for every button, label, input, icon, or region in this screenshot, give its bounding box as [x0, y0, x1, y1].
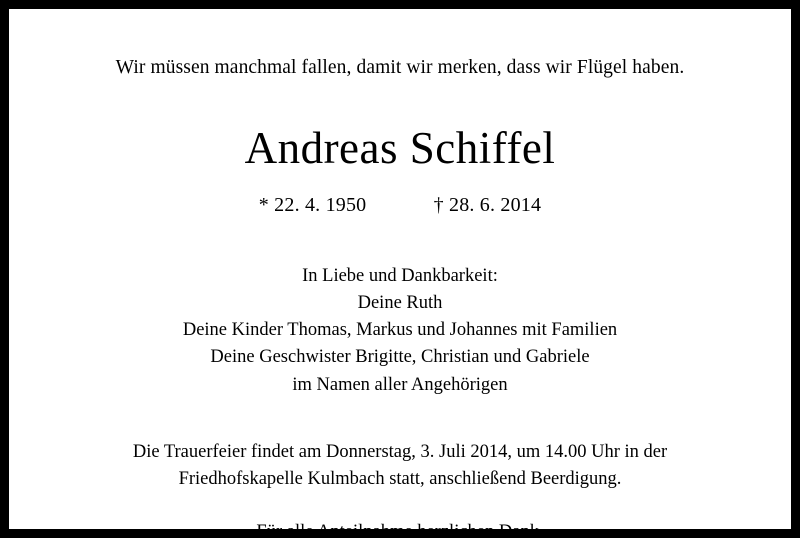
ceremony-block	[49, 439, 751, 493]
thanks-note: Für alle Anteilnahme herzlichen Dank.	[256, 522, 544, 543]
deceased-name: Andreas Schiffel	[244, 123, 556, 174]
family-line: Deine Ruth	[357, 293, 443, 314]
ceremony-line: Die Trauerfeier findet am Donnerstag, 3. Juli 2014, um 14.00 Uhr in der	[132, 441, 668, 462]
family-line: Deine Geschwister Brigitte, Christian und Gabriele	[210, 347, 590, 368]
family-line: In Liebe und Dankbarkeit:	[302, 265, 498, 286]
ceremony-line: Friedhofskapelle Kulmbach statt, anschließend Beerdigung.	[178, 468, 622, 489]
epitaph-quote: Wir müssen manchmal fallen, damit wir merken, dass wir Flügel haben.	[115, 57, 685, 78]
life-dates	[49, 194, 751, 217]
birth-date: * 22. 4. 1950	[258, 193, 367, 216]
family-line: Deine Kinder Thomas, Markus und Johannes mit Familien	[182, 320, 618, 341]
family-line: im Namen aller Angehörigen	[292, 374, 508, 395]
death-date: † 28. 6. 2014	[433, 193, 542, 216]
family-block	[49, 263, 751, 399]
obituary-content	[9, 9, 791, 543]
